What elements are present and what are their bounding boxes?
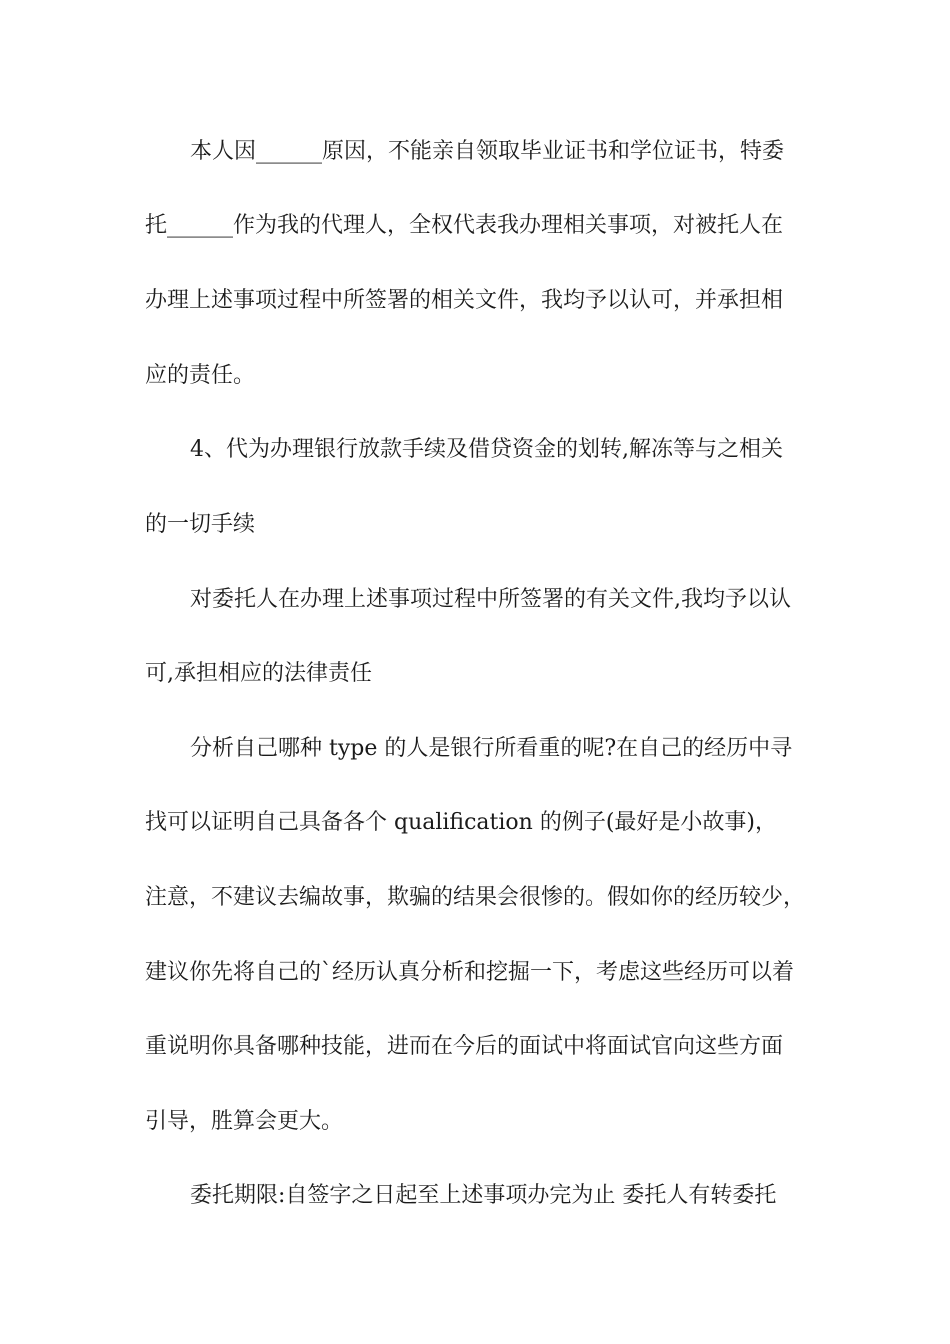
paragraph-5-line-1: 委托期限:自签字之日起至上述事项办完为止 委托人有转委托 — [190, 1183, 777, 1208]
paragraph-1-line-2: 托______作为我的代理人，全权代表我办理相关事项，对被托人在 — [145, 213, 784, 238]
paragraph-4-line-5: 重说明你具备哪种技能，进而在今后的面试中将面试官向这些方面 — [145, 1034, 784, 1059]
paragraph-2-line-2: 的一切手续 — [145, 512, 256, 537]
paragraph-1-line-1: 本人因______原因，不能亲自领取毕业证书和学位证书，特委 — [190, 139, 785, 164]
paragraph-1-line-4: 应的责任。 — [145, 363, 256, 388]
paragraph-4-line-3: 注意，不建议去编故事，欺骗的结果会很惨的。假如你的经历较少， — [145, 885, 806, 910]
paragraph-4-line-6: 引导，胜算会更大。 — [145, 1109, 344, 1134]
paragraph-4-line-2: 找可以证明自己具备各个 qualification 的例子(最好是小故事)， — [145, 810, 777, 835]
paragraph-1-line-3: 办理上述事项过程中所签署的相关文件，我均予以认可，并承担相 — [145, 288, 784, 313]
paragraph-2-line-1: 4、代为办理银行放款手续及借贷资金的划转,解冻等与之相关 — [190, 437, 783, 462]
paragraph-4-line-4: 建议你先将自己的`经历认真分析和挖掘一下，考虑这些经历可以着 — [145, 960, 795, 985]
paragraph-4-line-1: 分析自己哪种 type 的人是银行所看重的呢?在自己的经历中寻 — [190, 736, 793, 761]
paragraph-3-line-1: 对委托人在办理上述事项过程中所签署的有关文件,我均予以认 — [190, 587, 791, 612]
paragraph-3-line-2: 可,承担相应的法律责任 — [145, 661, 372, 686]
